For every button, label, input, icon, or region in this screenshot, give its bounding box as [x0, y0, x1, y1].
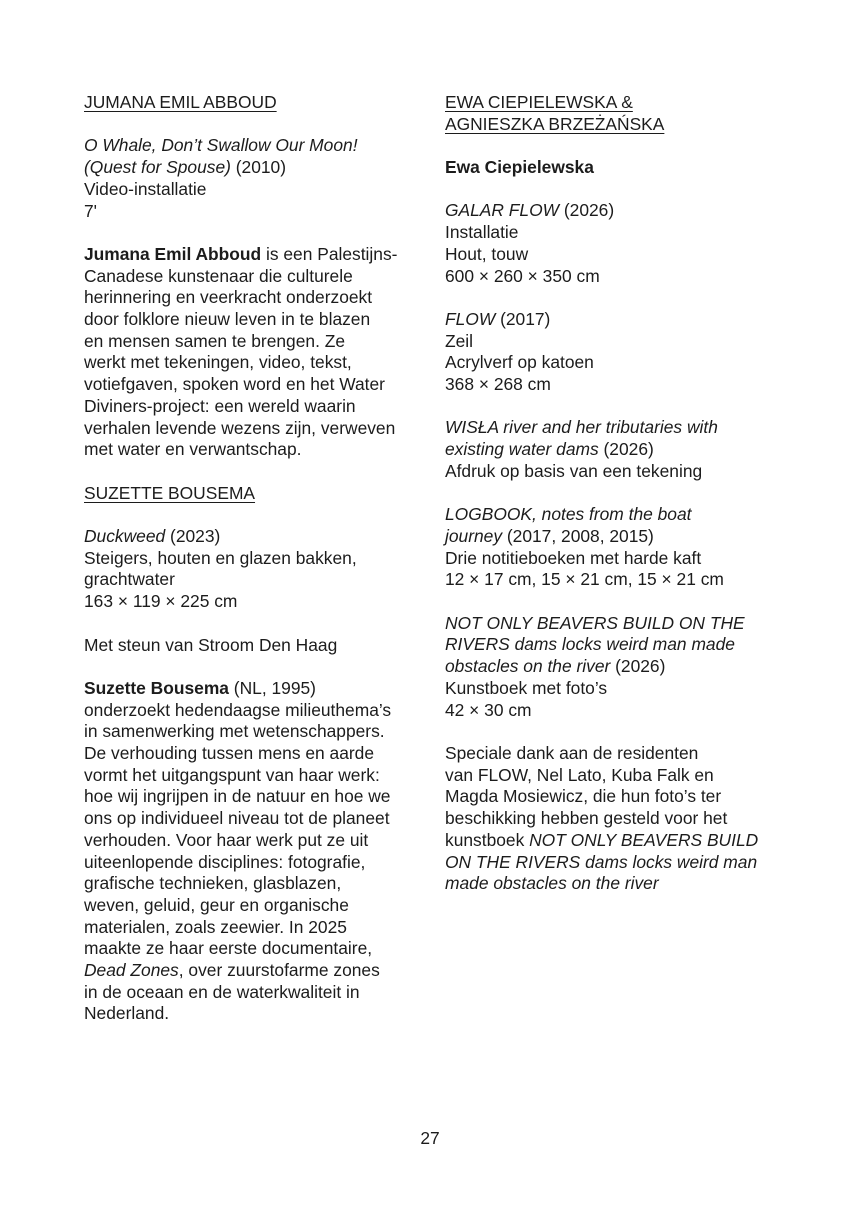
bio-line: werkt met tekeningen, video, tekst, [84, 352, 352, 373]
work-title-part: journey [445, 525, 503, 546]
work-galar-flow [445, 200, 795, 287]
bio-line: votiefgaven, spoken word en het Water [84, 374, 385, 395]
work-title-line: LOGBOOK, notes from the boat [445, 504, 692, 525]
work-year: (2026) [559, 200, 615, 221]
work-year: (2026) [598, 439, 654, 460]
work-detail: 12 × 17 cm, 15 × 21 cm, 15 × 21 cm [445, 569, 724, 590]
bio-text: , over zuurstofarme zones [178, 960, 380, 981]
work-title-line [445, 526, 795, 548]
bio-artist-name: Suzette Bousema [84, 677, 229, 698]
artist-subheading: Ewa Ciepielewska [445, 157, 594, 178]
film-title: Dead Zones [84, 960, 179, 981]
thanks-book-title: NOT ONLY BEAVERS BUILD [529, 829, 759, 850]
work-year: (2010) [230, 157, 287, 178]
bio-line: en mensen samen te brengen. Ze [84, 330, 346, 351]
bio-line [84, 244, 418, 266]
bio-line: Canadese kunstenaar die culturele [84, 265, 353, 286]
support-note: Met steun van Stroom Den Haag [84, 634, 338, 655]
bio-line: onderzoekt hedendaagse milieuthema’s [84, 699, 392, 720]
work-year: (2026) [610, 656, 666, 677]
bio-text: is een Palestijns- [261, 243, 398, 264]
bio-line: met water en verwantschap. [84, 439, 302, 460]
work-wisla [445, 417, 795, 482]
work-detail: Zeil [445, 330, 474, 351]
work-year: (2017) [495, 308, 551, 329]
bio-line: Diviners-project: een wereld waarin [84, 395, 356, 416]
page-number: 27 [420, 1128, 440, 1148]
artist-heading-bousema: SUZETTE BOUSEMA [84, 482, 256, 503]
work-title-line [445, 439, 795, 461]
bio-line: maakte ze haar eerste documentaire, [84, 938, 373, 959]
work-year: (2023) [165, 526, 221, 546]
bio-line: hoe wij ingrijpen in de natuur en hoe we [84, 786, 391, 807]
thanks-line [445, 830, 795, 852]
work-detail: Acrylverf op katoen [445, 352, 594, 373]
work-title-line: NOT ONLY BEAVERS BUILD ON THE [445, 612, 745, 633]
acknowledgements [445, 743, 795, 895]
artist-heading-ciepielewska: EWA CIEPIELEWSKA & [445, 92, 633, 112]
work-detail: Afdruk op basis van een tekening [445, 460, 703, 481]
work-logbook [445, 504, 795, 591]
bio-line: in de oceaan en de waterkwaliteit in [84, 981, 360, 1002]
work-year: (2017, 2008, 2015) [502, 525, 654, 546]
work-title-part: GALAR FLOW [445, 200, 560, 221]
thanks-text: kunstboek [445, 829, 530, 850]
work-title-part: (Quest for Spouse) [84, 157, 231, 178]
work-dimensions: 163 × 119 × 225 cm [84, 591, 238, 612]
work-medium: Video-installatie [84, 178, 207, 199]
bio-line: De verhouding tussen mens en aarde [84, 743, 375, 763]
bio-line: ons op individueel niveau tot de planeet [84, 808, 390, 829]
bio-line [84, 960, 418, 982]
work-title-part: Duckweed [84, 526, 166, 546]
work-title-part: existing water dams [445, 439, 599, 460]
work-detail: Drie notitieboeken met harde kaft [445, 547, 702, 568]
work-medium: grachtwater [84, 569, 175, 590]
bio-line: weven, geluid, geur en organische [84, 894, 349, 915]
work-title-line [445, 656, 795, 678]
bio-line: uiteenlopende disciplines: fotografie, [84, 851, 366, 872]
work-title-part: obstacles on the river [445, 656, 611, 677]
work-title-line [84, 157, 418, 179]
work-title-line: WISŁA river and her tributaries with [445, 417, 718, 438]
thanks-line: Magda Mosiewicz, die hun foto’s ter [445, 786, 722, 807]
bio-line: verhouden. Voor haar werk put ze uit [84, 829, 369, 850]
bio-line: materialen, zoals zeewier. In 2025 [84, 916, 347, 937]
bio-line: door folklore nieuw leven in te blazen [84, 309, 371, 329]
artist-bio-bousema [84, 678, 418, 1025]
work-detail: Kunstboek met foto’s [445, 677, 608, 698]
work-title-part: FLOW [445, 308, 496, 329]
work-detail: 368 × 268 cm [445, 374, 551, 395]
work-detail: Installatie [445, 222, 519, 243]
thanks-line: van FLOW, Nel Lato, Kuba Falk en [445, 764, 714, 785]
thanks-line: Speciale dank aan de residenten [445, 742, 699, 763]
work-medium: Steigers, houten en glazen bakken, [84, 547, 357, 568]
artist-heading-brzezanska: AGNIESZKA BRZEŻAŃSKA [445, 113, 665, 134]
work-detail: 42 × 30 cm [445, 699, 532, 720]
work-title-line [84, 526, 418, 548]
thanks-line: made obstacles on the river [445, 873, 659, 894]
work-title-line: RIVERS dams locks weird man made [445, 634, 735, 655]
bio-line: vormt het uitgangspunt van haar werk: [84, 764, 380, 785]
work-title-line: O Whale, Don’t Swallow Our Moon! [84, 135, 358, 156]
artist-bio-abboud [84, 244, 418, 461]
thanks-line: ON THE RIVERS dams locks weird man [445, 851, 758, 872]
right-column [445, 92, 795, 895]
work-detail: Hout, touw [445, 243, 529, 264]
work-flow [445, 309, 795, 396]
bio-line [84, 678, 418, 700]
bio-text: (NL, 1995) [228, 677, 316, 698]
bio-line: herinnering en veerkracht onderzoekt [84, 287, 373, 308]
bio-line: Nederland. [84, 1003, 170, 1024]
bio-line: in samenwerking met wetenschappers. [84, 721, 385, 742]
work-title-line [445, 309, 795, 331]
work-beavers [445, 613, 795, 722]
bio-line: grafische technieken, glasblazen, [84, 873, 342, 894]
work-duration: 7' [84, 200, 97, 221]
work-title-line [445, 200, 795, 222]
artist-heading-abboud: JUMANA EMIL ABBOUD [84, 92, 277, 112]
bio-line: verhalen levende wezens zijn, verweven [84, 417, 396, 438]
bio-artist-name: Jumana Emil Abboud [84, 243, 262, 264]
left-column [84, 92, 418, 1025]
work-detail: 600 × 260 × 350 cm [445, 265, 600, 286]
thanks-line: beschikking hebben gesteld voor het [445, 808, 728, 829]
